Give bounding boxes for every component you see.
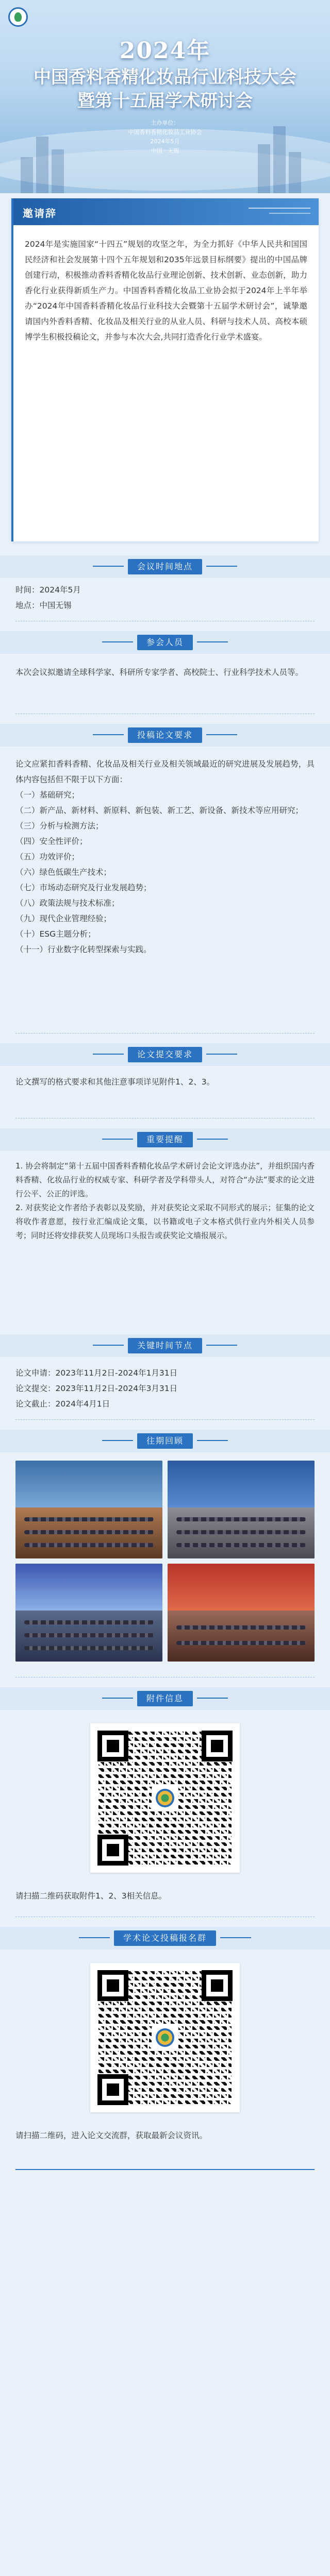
section-divider	[15, 1419, 315, 1420]
note-item: 1. 协会将制定“第十五届中国香料香精化妆品学术研讨会论文评选办法”，并组织国内香料香精、化妆品行业的权威专家、科研学者及学科带头人，对符合“办法”要求的论文进行公平、公正的评选。	[15, 1161, 315, 1198]
qr-center-logo	[152, 2024, 178, 2051]
header-decoration	[249, 208, 310, 209]
papers-item: （十）ESG主题分析；	[15, 929, 96, 939]
meeting-info	[15, 582, 315, 613]
dates-content	[15, 1365, 315, 1412]
association-logo	[8, 7, 28, 27]
group-caption: 请扫描二维码，进入论文交流群，获取最新会议资讯。	[15, 2131, 208, 2140]
skyline-building	[289, 152, 301, 193]
section-bar-group	[0, 1927, 330, 1950]
papers-item: （四）安全性评价；	[15, 837, 88, 846]
section-bar-notes	[0, 1128, 330, 1151]
hero-meta: 中国 · 无锡	[151, 147, 179, 154]
invitation-title: 邀请辞	[23, 207, 57, 219]
papers-item: （二）新产品、新材料、新原料、新包装、新工艺、新设备、新技术等应用研究；	[15, 806, 304, 815]
section-bar-submission	[0, 1043, 330, 1066]
section-label-group: 学术论文投稿报名群	[114, 1930, 216, 1946]
header-decoration	[269, 213, 310, 214]
papers-item: （十一）行业数字化转型探索与实践。	[15, 945, 152, 954]
hero-year: 2024年	[119, 38, 211, 64]
hero-meta: 2024年5月	[150, 138, 180, 145]
hero-banner	[0, 0, 330, 193]
participants-text: 本次会议拟邀请全球科学家、科研所专家学者、高校院士、行业科学技术人员等。	[15, 668, 304, 677]
section-label-papers: 投稿论文要求	[128, 727, 202, 743]
section-label-attachments: 附件信息	[137, 1691, 193, 1706]
hero-title-line1: 中国香料香精化妆品行业科技大会	[34, 67, 296, 88]
attachments-qr-code[interactable]	[90, 1723, 240, 1873]
hero-meta: 主办单位：	[151, 120, 179, 126]
section-label-meeting: 会议时间地点	[128, 559, 202, 574]
note-item: 2. 对获奖论文作者给予表彰以及奖励，并对获奖论文采取不同形式的展示；征集的论文将收作者意愿，按行业汇编成论文集，以书籍或电子文本格式供行业内外相关人员参考；同时还将安排获奖人员现场口头报告或获奖论文墙报展示。	[15, 1203, 315, 1240]
date-item: 论文提交：2023年11月2日-2024年3月31日	[15, 1384, 178, 1393]
event-photo	[15, 1461, 162, 1558]
date-item: 论文截止：2024年4月1日	[15, 1399, 110, 1409]
papers-item: （八）政策法规与技术标准；	[15, 899, 120, 908]
qr-center-logo	[152, 1785, 178, 1811]
section-label-review: 往期回顾	[137, 1433, 193, 1449]
group-qr-code[interactable]	[90, 1963, 240, 2112]
event-photo	[15, 1564, 162, 1662]
skyline-building	[52, 149, 64, 193]
event-photo	[168, 1461, 315, 1558]
section-bar-participants	[0, 631, 330, 654]
meeting-place: 地点：中国无锡	[15, 601, 72, 610]
papers-item: （六）绿色低碳生产技术；	[15, 868, 112, 877]
notes-content	[15, 1159, 315, 1243]
skyline-building	[21, 157, 33, 193]
hero-title-line2: 暨第十五届学术研讨会	[77, 91, 253, 111]
invitation-header	[13, 198, 319, 225]
date-item: 论文申请：2023年11月2日-2024年1月31日	[15, 1368, 178, 1378]
section-label-participants: 参会人员	[137, 635, 193, 650]
papers-item: （三）分析与检测方法；	[15, 821, 104, 831]
papers-item: （七）市场动态研究及行业发展趋势；	[15, 883, 152, 892]
papers-intro: 论文应紧扣香料香精、化妆品及相关行业及相关领域最近的研究进展及发展趋势，具体内容包括但不限于以下方面：	[15, 759, 315, 784]
invitation-body: 2024年是实施国家“十四五”规划的攻坚之年，为全力抓好《中华人民共和国国民经济和社会发展第十四个五年规划和2035年远景目标纲要》提出的中国品牌创建行动，积极推动香料香精化妆品行业理论创新、技术创新、业态创新，助力香化行业获得新质生产力。中国香料香精化妆品工业协会拟于2024年上半年举办“2024年中国香料香精化妆品行业科技大会暨第十五届学术研讨会”，诚挚邀请国内外香料香精、化妆品及相关行业的从业人员、科研与技术人员、高校本硕博学生积极投稿论文，并参与本次大会,共同打造香化行业学术盛宴。	[25, 240, 307, 342]
section-label-dates: 关键时间节点	[128, 1338, 202, 1353]
section-bar-attachments	[0, 1687, 330, 1710]
photo-gallery	[15, 1461, 315, 1662]
papers-item: （九）现代企业管理经验；	[15, 914, 112, 923]
section-bar-meeting	[0, 555, 330, 578]
event-photo	[168, 1564, 315, 1662]
papers-item: （一）基础研究；	[15, 790, 80, 800]
hero-meta: 中国香料香精化妆品工业协会	[128, 129, 202, 135]
section-label-notes: 重要提醒	[137, 1132, 193, 1147]
section-bar-papers	[0, 724, 330, 747]
papers-content	[15, 756, 315, 957]
meeting-time: 时间：2024年5月	[15, 585, 81, 595]
submission-text: 论文撰写的格式要求和其他注意事项详见附件1、2、3。	[15, 1077, 215, 1087]
section-label-submission: 论文提交要求	[128, 1047, 202, 1062]
footer-line	[15, 2169, 315, 2170]
invitation-card	[11, 198, 319, 541]
section-bar-review	[0, 1430, 330, 1452]
papers-item: （五）功效评价；	[15, 852, 80, 861]
attachments-caption: 请扫描二维码获取附件1、2、3相关信息。	[15, 1891, 167, 1901]
section-bar-dates	[0, 1334, 330, 1357]
